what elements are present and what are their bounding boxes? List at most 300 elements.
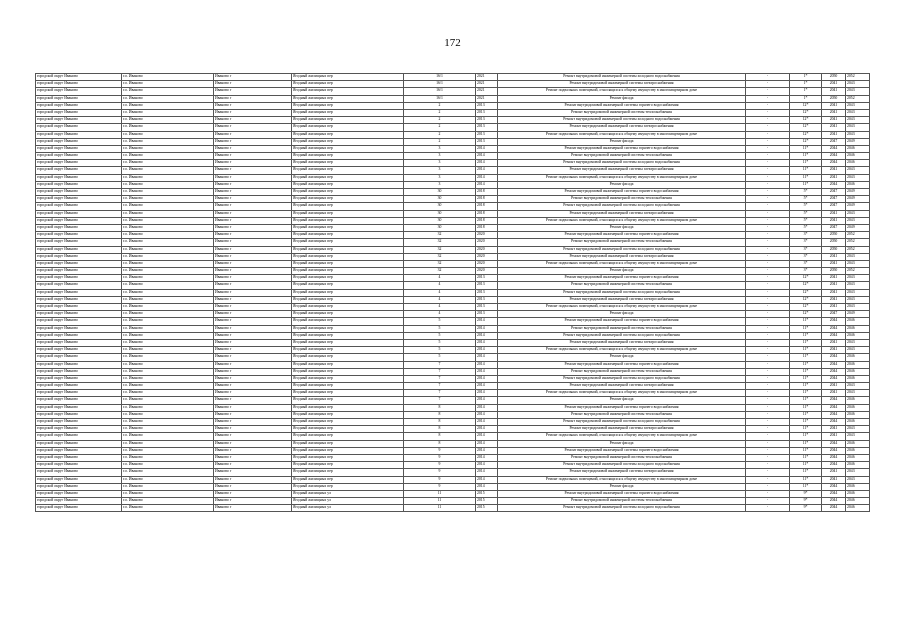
district-cell: городской округ Иваново [36, 490, 122, 497]
municipality-cell: г.о. Иваново [122, 304, 214, 311]
house-cell: 5 [404, 347, 476, 354]
count-cell: 11* [790, 167, 822, 174]
work-type-cell: Ремонт внутридомовой инженерной системы электроснабжения [498, 296, 746, 303]
dash-cell: - [746, 160, 790, 167]
end-year-cell: 2046 [846, 404, 870, 411]
locality-cell: Иваново г [214, 404, 292, 411]
count-cell: 1* [790, 95, 822, 102]
end-year-cell: 2046 [846, 332, 870, 339]
dash-cell: - [746, 404, 790, 411]
end-year-cell: 2043 [846, 469, 870, 476]
year-cell: 2015 [476, 498, 498, 505]
table-row [36, 138, 870, 145]
dash-cell: - [746, 454, 790, 461]
locality-cell: Иваново г [214, 124, 292, 131]
municipality-cell: г.о. Иваново [122, 239, 214, 246]
year-cell: 2020 [476, 246, 498, 253]
work-type-cell: Ремонт внутридомовой инженерной системы электроснабжения [498, 253, 746, 260]
end-year-cell: 2043 [846, 339, 870, 346]
street-cell: Ягодный жилищных пер [292, 347, 404, 354]
street-cell: Ягодный жилищных пер [292, 153, 404, 160]
municipality-cell: г.о. Иваново [122, 325, 214, 332]
end-year-cell: 2046 [846, 361, 870, 368]
table-row [36, 433, 870, 440]
municipality-cell: г.о. Иваново [122, 462, 214, 469]
district-cell: городской округ Иваново [36, 181, 122, 188]
table-row [36, 490, 870, 497]
house-cell: 4 [404, 282, 476, 289]
count-cell: 11* [790, 483, 822, 490]
count-cell: 11* [790, 375, 822, 382]
street-cell: Ягодный жилищных пер [292, 138, 404, 145]
dash-cell: - [746, 419, 790, 426]
street-cell: Ягодный жилищных пер [292, 196, 404, 203]
municipality-cell: г.о. Иваново [122, 296, 214, 303]
dash-cell: - [746, 124, 790, 131]
start-year-cell: 2041 [822, 289, 846, 296]
end-year-cell: 2052 [846, 232, 870, 239]
count-cell: 5* [790, 210, 822, 217]
year-cell: 2014 [476, 368, 498, 375]
dash-cell: - [746, 217, 790, 224]
table-row [36, 210, 870, 217]
street-cell: Ягодный жилищных пер [292, 124, 404, 131]
dash-cell: - [746, 102, 790, 109]
end-year-cell: 2043 [846, 167, 870, 174]
end-year-cell: 2052 [846, 246, 870, 253]
district-cell: городской округ Иваново [36, 145, 122, 152]
dash-cell: - [746, 411, 790, 418]
municipality-cell: г.о. Иваново [122, 246, 214, 253]
work-type-cell: Ремонт внутридомовой инженерной системы теплоснабжения [498, 498, 746, 505]
work-type-cell: Ремонт внутридомовой инженерной системы горячего водоснабжения [498, 232, 746, 239]
municipality-cell: г.о. Иваново [122, 88, 214, 95]
house-cell: 2 [404, 117, 476, 124]
count-cell: 12* [790, 117, 822, 124]
count-cell: 3* [790, 260, 822, 267]
count-cell: 3* [790, 246, 822, 253]
street-cell: Ягодный жилищных пер [292, 433, 404, 440]
house-cell: 4 [404, 311, 476, 318]
end-year-cell: 2043 [846, 275, 870, 282]
year-cell: 2020 [476, 260, 498, 267]
end-year-cell: 2043 [846, 476, 870, 483]
work-type-cell: Ремонт фасада [498, 224, 746, 231]
house-cell: 32 [404, 260, 476, 267]
table-row [36, 339, 870, 346]
district-cell: городской округ Иваново [36, 390, 122, 397]
dash-cell: - [746, 189, 790, 196]
locality-cell: Иваново г [214, 160, 292, 167]
street-cell: Ягодный жилищных пер [292, 239, 404, 246]
locality-cell: Иваново г [214, 224, 292, 231]
locality-cell: Иваново г [214, 411, 292, 418]
work-type-cell: Ремонт внутридомовой инженерной системы холодного водоснабжения [498, 74, 746, 81]
work-type-cell: Ремонт внутридомовой инженерной системы холодного водоснабжения [498, 203, 746, 210]
work-type-cell: Ремонт внутридомовой инженерной системы холодного водоснабжения [498, 419, 746, 426]
street-cell: Ягодный жилищных пер [292, 304, 404, 311]
municipality-cell: г.о. Иваново [122, 390, 214, 397]
house-cell: 5 [404, 332, 476, 339]
house-cell: 7 [404, 361, 476, 368]
municipality-cell: г.о. Иваново [122, 476, 214, 483]
end-year-cell: 2043 [846, 131, 870, 138]
table-row [36, 383, 870, 390]
dash-cell: - [746, 253, 790, 260]
count-cell: 11* [790, 426, 822, 433]
locality-cell: Иваново г [214, 289, 292, 296]
work-type-cell: Ремонт внутридомовой инженерной системы теплоснабжения [498, 368, 746, 375]
house-cell: 8 [404, 411, 476, 418]
year-cell: 2015 [476, 505, 498, 512]
count-cell: 9* [790, 505, 822, 512]
district-cell: городской округ Иваново [36, 426, 122, 433]
district-cell: городской округ Иваново [36, 289, 122, 296]
street-cell: Ягодный жилищных пер [292, 246, 404, 253]
end-year-cell: 2046 [846, 447, 870, 454]
locality-cell: Иваново г [214, 74, 292, 81]
table-row [36, 469, 870, 476]
count-cell: 3* [790, 268, 822, 275]
district-cell: городской округ Иваново [36, 311, 122, 318]
locality-cell: Иваново г [214, 260, 292, 267]
house-cell: 5 [404, 354, 476, 361]
house-cell: 30 [404, 189, 476, 196]
table-row [36, 131, 870, 138]
end-year-cell: 2046 [846, 145, 870, 152]
locality-cell: Иваново г [214, 397, 292, 404]
district-cell: городской округ Иваново [36, 160, 122, 167]
table-row [36, 332, 870, 339]
house-cell: 32 [404, 232, 476, 239]
dash-cell: - [746, 469, 790, 476]
district-cell: городской округ Иваново [36, 217, 122, 224]
start-year-cell: 2044 [822, 397, 846, 404]
dash-cell: - [746, 95, 790, 102]
dash-cell: - [746, 81, 790, 88]
locality-cell: Иваново г [214, 282, 292, 289]
work-type-cell: Ремонт внутридомовой инженерной системы холодного водоснабжения [498, 160, 746, 167]
start-year-cell: 2044 [822, 490, 846, 497]
end-year-cell: 2046 [846, 354, 870, 361]
end-year-cell: 2043 [846, 390, 870, 397]
district-cell: городской округ Иваново [36, 117, 122, 124]
dash-cell: - [746, 426, 790, 433]
locality-cell: Иваново г [214, 296, 292, 303]
start-year-cell: 2044 [822, 325, 846, 332]
district-cell: городской округ Иваново [36, 95, 122, 102]
year-cell: 2018 [476, 196, 498, 203]
start-year-cell: 2044 [822, 361, 846, 368]
house-cell: 3 [404, 167, 476, 174]
municipality-cell: г.о. Иваново [122, 411, 214, 418]
count-cell: 11* [790, 469, 822, 476]
dash-cell: - [746, 181, 790, 188]
work-type-cell: Ремонт внутридомовой инженерной системы теплоснабжения [498, 282, 746, 289]
house-cell: 2 [404, 131, 476, 138]
start-year-cell: 2041 [822, 282, 846, 289]
dash-cell: - [746, 224, 790, 231]
count-cell: 11* [790, 361, 822, 368]
house-cell: 4 [404, 304, 476, 311]
house-cell: 30 [404, 196, 476, 203]
end-year-cell: 2043 [846, 260, 870, 267]
house-cell: 3 [404, 174, 476, 181]
municipality-cell: г.о. Иваново [122, 145, 214, 152]
district-cell: городской округ Иваново [36, 469, 122, 476]
start-year-cell: 2044 [822, 483, 846, 490]
municipality-cell: г.о. Иваново [122, 347, 214, 354]
house-cell: 11 [404, 505, 476, 512]
year-cell: 2014 [476, 454, 498, 461]
table-row [36, 88, 870, 95]
work-type-cell: Ремонт подвальных помещений, относящихся к общему имуществу в многоквартирном доме [498, 476, 746, 483]
dash-cell: - [746, 375, 790, 382]
work-type-cell: Ремонт внутридомовой инженерной системы теплоснабжения [498, 196, 746, 203]
district-cell: городской округ Иваново [36, 383, 122, 390]
municipality-cell: г.о. Иваново [122, 447, 214, 454]
year-cell: 2014 [476, 318, 498, 325]
locality-cell: Иваново г [214, 361, 292, 368]
work-type-cell: Ремонт внутридомовой инженерной системы электроснабжения [498, 210, 746, 217]
start-year-cell: 2041 [822, 217, 846, 224]
year-cell: 2020 [476, 268, 498, 275]
locality-cell: Иваново г [214, 426, 292, 433]
municipality-cell: г.о. Иваново [122, 383, 214, 390]
year-cell: 2014 [476, 153, 498, 160]
start-year-cell: 2041 [822, 88, 846, 95]
house-cell: 16/1 [404, 74, 476, 81]
start-year-cell: 2047 [822, 203, 846, 210]
locality-cell: Иваново г [214, 304, 292, 311]
work-type-cell: Ремонт внутридомовой инженерной системы горячего водоснабжения [498, 490, 746, 497]
street-cell: Ягодный жилищных пер [292, 275, 404, 282]
work-type-cell: Ремонт внутридомовой инженерной системы электроснабжения [498, 469, 746, 476]
dash-cell: - [746, 498, 790, 505]
work-type-cell: Ремонт внутридомовой инженерной системы теплоснабжения [498, 411, 746, 418]
house-cell: 3 [404, 153, 476, 160]
end-year-cell: 2046 [846, 375, 870, 382]
end-year-cell: 2046 [846, 325, 870, 332]
count-cell: 11* [790, 332, 822, 339]
year-cell: 2014 [476, 440, 498, 447]
locality-cell: Иваново г [214, 447, 292, 454]
district-cell: городской округ Иваново [36, 454, 122, 461]
district-cell: городской округ Иваново [36, 196, 122, 203]
end-year-cell: 2046 [846, 419, 870, 426]
work-type-cell: Ремонт внутридомовой инженерной системы электроснабжения [498, 124, 746, 131]
end-year-cell: 2046 [846, 440, 870, 447]
street-cell: Ягодный жилищных пер [292, 383, 404, 390]
street-cell: Ягодный жилищных пер [292, 368, 404, 375]
dash-cell: - [746, 296, 790, 303]
end-year-cell: 2049 [846, 138, 870, 145]
year-cell: 2014 [476, 174, 498, 181]
table-row [36, 447, 870, 454]
district-cell: городской округ Иваново [36, 275, 122, 282]
house-cell: 16/1 [404, 88, 476, 95]
count-cell: 11* [790, 404, 822, 411]
dash-cell: - [746, 354, 790, 361]
district-cell: городской округ Иваново [36, 476, 122, 483]
start-year-cell: 2044 [822, 447, 846, 454]
end-year-cell: 2049 [846, 311, 870, 318]
work-type-cell: Ремонт внутридомовой инженерной системы горячего водоснабжения [498, 361, 746, 368]
table-row [36, 304, 870, 311]
municipality-cell: г.о. Иваново [122, 339, 214, 346]
municipality-cell: г.о. Иваново [122, 454, 214, 461]
dash-cell: - [746, 246, 790, 253]
locality-cell: Иваново г [214, 153, 292, 160]
work-type-cell: Ремонт подвальных помещений, относящихся к общему имуществу в многоквартирном доме [498, 217, 746, 224]
work-type-cell: Ремонт внутридомовой инженерной системы теплоснабжения [498, 153, 746, 160]
street-cell: Ягодный жилищных пер [292, 224, 404, 231]
work-type-cell: Ремонт внутридомовой инженерной системы теплоснабжения [498, 109, 746, 116]
municipality-cell: г.о. Иваново [122, 433, 214, 440]
street-cell: Ягодный жилищных пер [292, 203, 404, 210]
year-cell: 2018 [476, 189, 498, 196]
table-row [36, 232, 870, 239]
work-type-cell: Ремонт фасада [498, 181, 746, 188]
house-cell: 4 [404, 289, 476, 296]
count-cell: 3* [790, 253, 822, 260]
work-type-cell: Ремонт фасада [498, 397, 746, 404]
count-cell: 11* [790, 153, 822, 160]
year-cell: 2014 [476, 447, 498, 454]
count-cell: 11* [790, 447, 822, 454]
start-year-cell: 2041 [822, 304, 846, 311]
count-cell: 5* [790, 224, 822, 231]
year-cell: 2014 [476, 419, 498, 426]
count-cell: 11* [790, 433, 822, 440]
table-row [36, 260, 870, 267]
locality-cell: Иваново г [214, 109, 292, 116]
work-type-cell: Ремонт внутридомовой инженерной системы электроснабжения [498, 167, 746, 174]
table-row [36, 390, 870, 397]
count-cell: 12* [790, 275, 822, 282]
district-cell: городской округ Иваново [36, 375, 122, 382]
count-cell: 12* [790, 311, 822, 318]
table-row [36, 375, 870, 382]
end-year-cell: 2043 [846, 433, 870, 440]
dash-cell: - [746, 361, 790, 368]
street-cell: Ягодный жилищных пер [292, 325, 404, 332]
locality-cell: Иваново г [214, 81, 292, 88]
house-cell: 2 [404, 102, 476, 109]
district-cell: городской округ Иваново [36, 368, 122, 375]
district-cell: городской округ Иваново [36, 81, 122, 88]
district-cell: городской округ Иваново [36, 347, 122, 354]
capital-repair-table [35, 73, 870, 512]
table-row [36, 426, 870, 433]
table-row [36, 203, 870, 210]
municipality-cell: г.о. Иваново [122, 311, 214, 318]
locality-cell: Иваново г [214, 189, 292, 196]
table-row [36, 117, 870, 124]
district-cell: городской округ Иваново [36, 440, 122, 447]
end-year-cell: 2043 [846, 289, 870, 296]
district-cell: городской округ Иваново [36, 167, 122, 174]
district-cell: городской округ Иваново [36, 332, 122, 339]
locality-cell: Иваново г [214, 174, 292, 181]
district-cell: городской округ Иваново [36, 447, 122, 454]
house-cell: 32 [404, 246, 476, 253]
house-cell: 2 [404, 109, 476, 116]
work-type-cell: Ремонт подвальных помещений, относящихся к общему имуществу в многоквартирном доме [498, 304, 746, 311]
house-cell: 7 [404, 383, 476, 390]
start-year-cell: 2050 [822, 232, 846, 239]
table-row [36, 160, 870, 167]
end-year-cell: 2043 [846, 174, 870, 181]
end-year-cell: 2043 [846, 426, 870, 433]
dash-cell: - [746, 167, 790, 174]
street-cell: Ягодный жилищных пер [292, 95, 404, 102]
start-year-cell: 2044 [822, 318, 846, 325]
street-cell: Ягодный жилищных пер [292, 469, 404, 476]
street-cell: Ягодный жилищных пер [292, 361, 404, 368]
end-year-cell: 2046 [846, 505, 870, 512]
street-cell: Ягодный жилищных пер [292, 375, 404, 382]
end-year-cell: 2049 [846, 189, 870, 196]
district-cell: городской округ Иваново [36, 411, 122, 418]
year-cell: 2014 [476, 339, 498, 346]
dash-cell: - [746, 383, 790, 390]
table-row [36, 289, 870, 296]
locality-cell: Иваново г [214, 232, 292, 239]
municipality-cell: г.о. Иваново [122, 224, 214, 231]
start-year-cell: 2044 [822, 145, 846, 152]
dash-cell: - [746, 153, 790, 160]
year-cell: 2014 [476, 375, 498, 382]
locality-cell: Иваново г [214, 469, 292, 476]
locality-cell: Иваново г [214, 268, 292, 275]
year-cell: 2020 [476, 253, 498, 260]
work-type-cell: Ремонт внутридомовой инженерной системы горячего водоснабжения [498, 102, 746, 109]
count-cell: 12* [790, 102, 822, 109]
street-cell: Ягодный жилищных пер [292, 189, 404, 196]
start-year-cell: 2050 [822, 246, 846, 253]
year-cell: 2018 [476, 217, 498, 224]
street-cell: Ягодный жилищных пер [292, 332, 404, 339]
count-cell: 5* [790, 189, 822, 196]
municipality-cell: г.о. Иваново [122, 490, 214, 497]
year-cell: 2013 [476, 275, 498, 282]
year-cell: 2014 [476, 411, 498, 418]
table-row [36, 174, 870, 181]
dash-cell: - [746, 347, 790, 354]
district-cell: городской округ Иваново [36, 325, 122, 332]
year-cell: 2013 [476, 311, 498, 318]
count-cell: 11* [790, 383, 822, 390]
count-cell: 11* [790, 325, 822, 332]
work-type-cell: Ремонт фасада [498, 354, 746, 361]
start-year-cell: 2047 [822, 189, 846, 196]
street-cell: Ягодный жилищных пер [292, 253, 404, 260]
year-cell: 2013 [476, 138, 498, 145]
count-cell: 11* [790, 419, 822, 426]
count-cell: 11* [790, 145, 822, 152]
table-row [36, 74, 870, 81]
work-type-cell: Ремонт внутридомовой инженерной системы холодного водоснабжения [498, 462, 746, 469]
start-year-cell: 2050 [822, 74, 846, 81]
dash-cell: - [746, 74, 790, 81]
district-cell: городской округ Иваново [36, 239, 122, 246]
house-cell: 8 [404, 419, 476, 426]
house-cell: 3 [404, 145, 476, 152]
dash-cell: - [746, 260, 790, 267]
district-cell: городской округ Иваново [36, 131, 122, 138]
municipality-cell: г.о. Иваново [122, 167, 214, 174]
